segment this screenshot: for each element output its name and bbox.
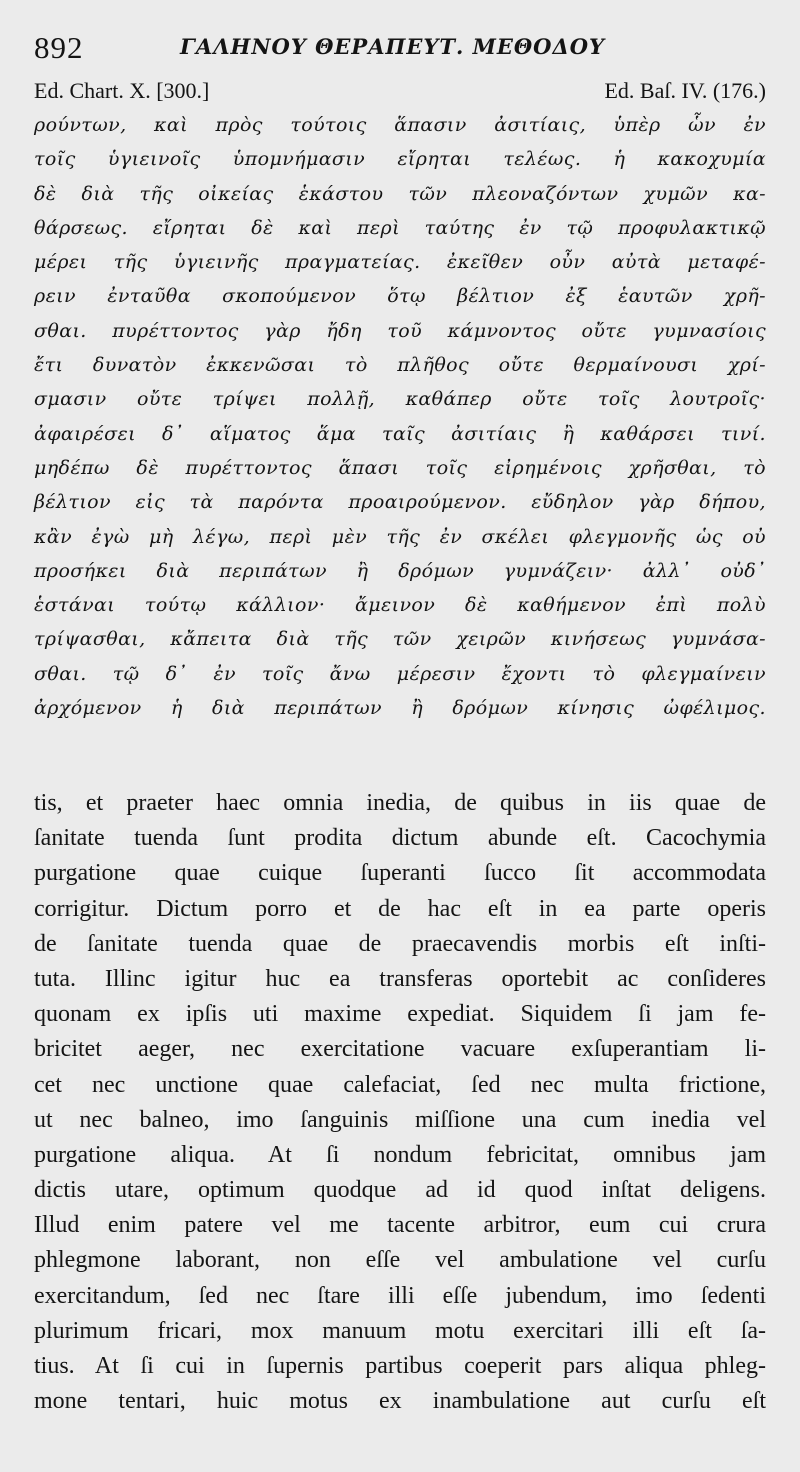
greek-text-line: μέρει τῆς ὑγιεινῆς πραγματείας. ἐκεῖθεν οὖν αὐτὰ μεταφέ- bbox=[34, 251, 766, 274]
greek-text-line: κἂν ἐγὼ μὴ λέγω, περὶ μὲν τῆς ἐν σκέλει φλεγμονῆς ὡς οὐ bbox=[34, 525, 766, 548]
latin-text-line: cet nec unctione quae calefaciat, ſed nec multa frictione, bbox=[34, 1071, 766, 1098]
greek-text-line: τρίψασθαι, κἄπειτα διὰ τῆς τῶν χειρῶν κινήσεως γυμνάσα- bbox=[34, 628, 766, 651]
greek-text-line: ἔτι δυνατὸν ἐκκενῶσαι τὸ πλῆθος οὔτε θερμαίνουσι χρί- bbox=[34, 354, 766, 377]
greek-text-line: ρούντων, καὶ πρὸς τούτοις ἅπασιν ἀσιτίαις, ὑπὲρ ὧν ἐν bbox=[34, 114, 766, 136]
edition-reference-right: Ed. Baſ. IV. (176.) bbox=[604, 78, 766, 103]
page-header bbox=[34, 28, 766, 64]
latin-text-line: ſanitate tuenda ſunt prodita dictum abunde eſt. Cacochymia bbox=[34, 825, 766, 852]
page-number: 892 bbox=[34, 30, 84, 65]
latin-text-line: de ſanitate tuenda quae de praecavendis morbis eſt inſti- bbox=[34, 930, 766, 957]
greek-text-line: ρειν ἐνταῦθα σκοπούμενον ὅτῳ βέλτιον ἐξ ἑαυτῶν χρῆ- bbox=[34, 285, 766, 308]
latin-text-line: plurimum fricari, mox manuum motu exercitari illi eſt ſa- bbox=[34, 1317, 766, 1344]
greek-text-line: προσήκει διὰ περιπάτων ἢ δρόμων γυμνάζειν· ἀλλ᾽ οὐδ᾽ bbox=[34, 559, 766, 582]
latin-text-line: ut nec balneo, imo ſanguinis miſſione una cum inedia vel bbox=[34, 1106, 766, 1133]
greek-text-line: ἀφαιρέσει δ᾽ αἵματος ἅμα ταῖς ἀσιτίαις ἢ καθάρσει τινί. bbox=[34, 422, 766, 445]
greek-text-line: δὲ διὰ τῆς οἰκείας ἑκάστου τῶν πλεοναζόντων χυμῶν κα- bbox=[34, 182, 766, 205]
running-title: ΓΑΛΗΝΟΥ ΘΕΡΑΠΕΥΤ. ΜΕΘΟΔΟΥ bbox=[180, 34, 606, 59]
edition-reference-left: Ed. Chart. X. [300.] bbox=[34, 78, 210, 103]
greek-text-line: μηδέπω δὲ πυρέττοντος ἅπασι τοῖς εἰρημένοις χρῆσθαι, τὸ bbox=[34, 456, 766, 479]
greek-text-line: σθαι. πυρέττοντος γὰρ ἤδη τοῦ κάμνοντος οὔτε γυμνασίοις bbox=[34, 319, 766, 342]
greek-text-line: σθαι. τῷ δ᾽ ἐν τοῖς ἄνω μέρεσιν ἔχοντι τὸ φλεγμαίνειν bbox=[34, 662, 766, 685]
latin-text-block bbox=[34, 786, 766, 1419]
latin-text-line: tis, et praeter haec omnia inedia, de quibus in iis quae de bbox=[34, 790, 766, 816]
greek-text-line: θάρσεως. εἴρηται δὲ καὶ περὶ ταύτης ἐν τῷ προφυλακτικῷ bbox=[34, 216, 766, 239]
latin-text-line: tuta. Illinc igitur huc ea transferas oportebit ac conſideres bbox=[34, 965, 766, 992]
greek-text-line: ἀρχόμενον ἡ διὰ περιπάτων ἢ δρόμων κίνησις ὠφέλιμος. bbox=[34, 697, 766, 720]
greek-text-block bbox=[34, 108, 766, 725]
latin-text-line: mone tentari, huic motus ex inambulatione aut curſu eſt bbox=[34, 1388, 766, 1415]
edition-reference-line bbox=[34, 78, 766, 108]
latin-text-line: bricitet aeger, nec exercitatione vacuare exſuperantiam li- bbox=[34, 1036, 766, 1063]
latin-text-line: dictis utare, optimum quodque ad id quod inſtat deligens. bbox=[34, 1177, 766, 1204]
latin-text-line: quonam ex ipſis uti maxime expediat. Siquidem ſi jam fe- bbox=[34, 1001, 766, 1028]
latin-text-line: purgatione quae cuique ſuperanti ſucco ſit accommodata bbox=[34, 860, 766, 887]
latin-text-line: phlegmone laborant, non eſſe vel ambulatione vel curſu bbox=[34, 1247, 766, 1274]
greek-text-line: τοῖς ὑγιεινοῖς ὑπομνήμασιν εἴρηται τελέως. ἡ κακοχυμία bbox=[34, 148, 766, 171]
latin-text-line: corrigitur. Dictum porro et de hac eſt in ea parte operis bbox=[34, 895, 766, 922]
latin-text-line: Illud enim patere vel me tacente arbitror, eum cui crura bbox=[34, 1212, 766, 1239]
greek-text-line: βέλτιον εἰς τὰ παρόντα προαιρούμενον. εὔδηλον γὰρ δήπου, bbox=[34, 491, 766, 514]
latin-text-line: tius. At ſi cui in ſupernis partibus coeperit pars aliqua phleg- bbox=[34, 1353, 766, 1379]
greek-text-line: ἑστάναι τούτῳ κάλλιον· ἄμεινον δὲ καθήμενον ἐπὶ πολὺ bbox=[34, 594, 766, 617]
greek-text-line: σμασιν οὔτε τρίψει πολλῇ, καθάπερ οὔτε τοῖς λουτροῖς· bbox=[34, 388, 766, 411]
latin-text-line: exercitandum, ſed nec ſtare illi eſſe jubendum, imo ſedenti bbox=[34, 1282, 766, 1309]
latin-text-line: purgatione aliqua. At ſi nondum febricitat, omnibus jam bbox=[34, 1141, 766, 1168]
